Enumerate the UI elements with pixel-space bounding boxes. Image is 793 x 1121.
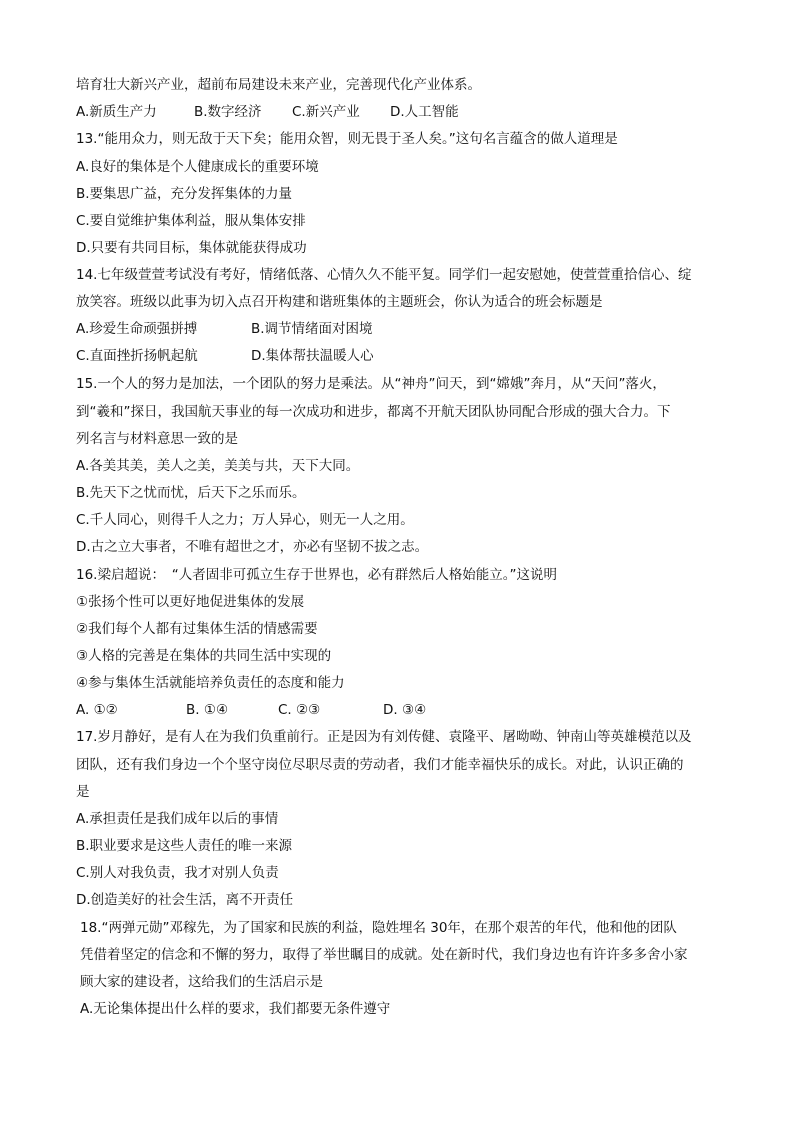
q17-option-c: C.别人对我负责，我才对别人负责 [76,865,279,881]
q15-option-c: C.千人同心，则得千人之力；万人异心，则无一人之用。 [76,512,414,528]
q18-option-a: A.无论集体提出什么样的要求，我们都要无条件遵守 [80,1001,391,1017]
q16-statement-1: ①张扬个性可以更好地促进集体的发展 [76,594,305,610]
q15-option-d: D.古之立大事者，不唯有超世之才，亦必有坚韧不拔之志。 [76,539,429,555]
q15-stem-line2: 到“羲和”探日，我国航天事业的每一次成功和进步，都离不开航天团队协同配合形成的强大合力。下 [76,404,671,420]
q17-option-b: B.职业要求是这些人责任的唯一来源 [76,838,293,854]
q14-option-d: D.集体帮扶温暖人心 [251,348,374,364]
q16-stem: 16.梁启超说： “人者固非可孤立生存于世界也，必有群然后人格始能立。”这说明 [76,567,557,583]
q13-option-b: B.要集思广益，充分发挥集体的力量 [76,186,293,202]
q13-option-d: D.只要有共同目标，集体就能获得成功 [76,240,307,256]
q16-option-b: B. ①④ [186,702,229,718]
q15-stem-line3: 列名言与材料意思一致的是 [76,431,238,447]
q17-option-d: D.创造美好的社会生活，离不开责任 [76,892,294,908]
q13-stem: 13.“能用众力，则无敌于天下矣；能用众智，则无畏于圣人矣。”这句名言蕴含的做人道理是 [76,131,618,147]
q14-options-cd [76,347,374,365]
q12-options [76,103,459,121]
q13-option-a: A.良好的集体是个人健康成长的重要环境 [76,159,319,175]
q17-stem-line1: 17.岁月静好，是有人在为我们负重前行。正是因为有刘传健、袁隆平、屠呦呦、钟南山等英雄模范以及 [76,729,692,745]
q15-stem-line1: 15.一个人的努力是加法，一个团队的努力是乘法。从“神舟”问天，到“嫦娥”奔月，从“天问”落火， [76,376,666,392]
q14-option-c: C.直面挫折扬帆起航 [76,348,198,364]
q17-stem-line3: 是 [76,784,90,800]
q16-option-c: C. ②③ [278,702,321,718]
q16-option-a: A. ①② [76,702,118,718]
q12-option-a: A.新质生产力 [76,104,157,120]
q12-option-c: C.新兴产业 [292,104,360,120]
q12-option-b: B.数字经济 [194,104,262,120]
q18-stem-line3: 顾大家的建设者，这给我们的生活启示是 [80,974,323,990]
q17-option-a: A.承担责任是我们成年以后的事情 [76,811,279,827]
q16-statement-3: ③人格的完善是在集体的共同生活中实现的 [76,648,332,664]
q14-stem-line1: 14.七年级萱萱考试没有考好，情绪低落、心情久久不能平复。同学们一起安慰她，使萱萱重拾信心、绽 [76,267,692,283]
q18-stem-line1: 18.“两弹元勋”邓稼先，为了国家和民族的利益，隐姓埋名 30年，在那个艰苦的年代，他和他的团队 [80,920,677,936]
q18-stem-line2: 凭借着坚定的信念和不懈的努力，取得了举世瞩目的成就。处在新时代，我们身边也有许许多多舍小家 [80,947,688,963]
q14-option-b: B.调节情绪面对困境 [251,321,373,337]
q16-option-d: D. ③④ [383,702,427,718]
q12-option-d: D.人工智能 [390,104,459,120]
q15-option-a: A.各美其美，美人之美，美美与共，天下大同。 [76,458,360,474]
q16-options [76,701,426,719]
q14-stem-line2: 放笑容。班级以此事为切入点召开构建和谐班集体的主题班会，你认为适合的班会标题是 [76,294,603,310]
q16-statement-4: ④参与集体生活就能培养负责任的态度和能力 [76,675,345,691]
q16-statement-2: ②我们每个人都有过集体生活的情感需要 [76,621,318,637]
q17-stem-line2: 团队，还有我们身边一个个坚守岗位尽职尽责的劳动者，我们才能幸福快乐的成长。对此，认识正确的 [76,757,684,773]
q13-option-c: C.要自觉维护集体利益，服从集体安排 [76,213,306,229]
q15-option-b: B.先天下之忧而忧，后天下之乐而乐。 [76,485,306,501]
q14-option-a: A.珍爱生命顽强拼搏 [76,321,198,337]
q14-options-ab [76,320,373,338]
q12-stem-continuation: 培育壮大新兴产业，超前布局建设未来产业，完善现代化产业体系。 [76,77,481,93]
